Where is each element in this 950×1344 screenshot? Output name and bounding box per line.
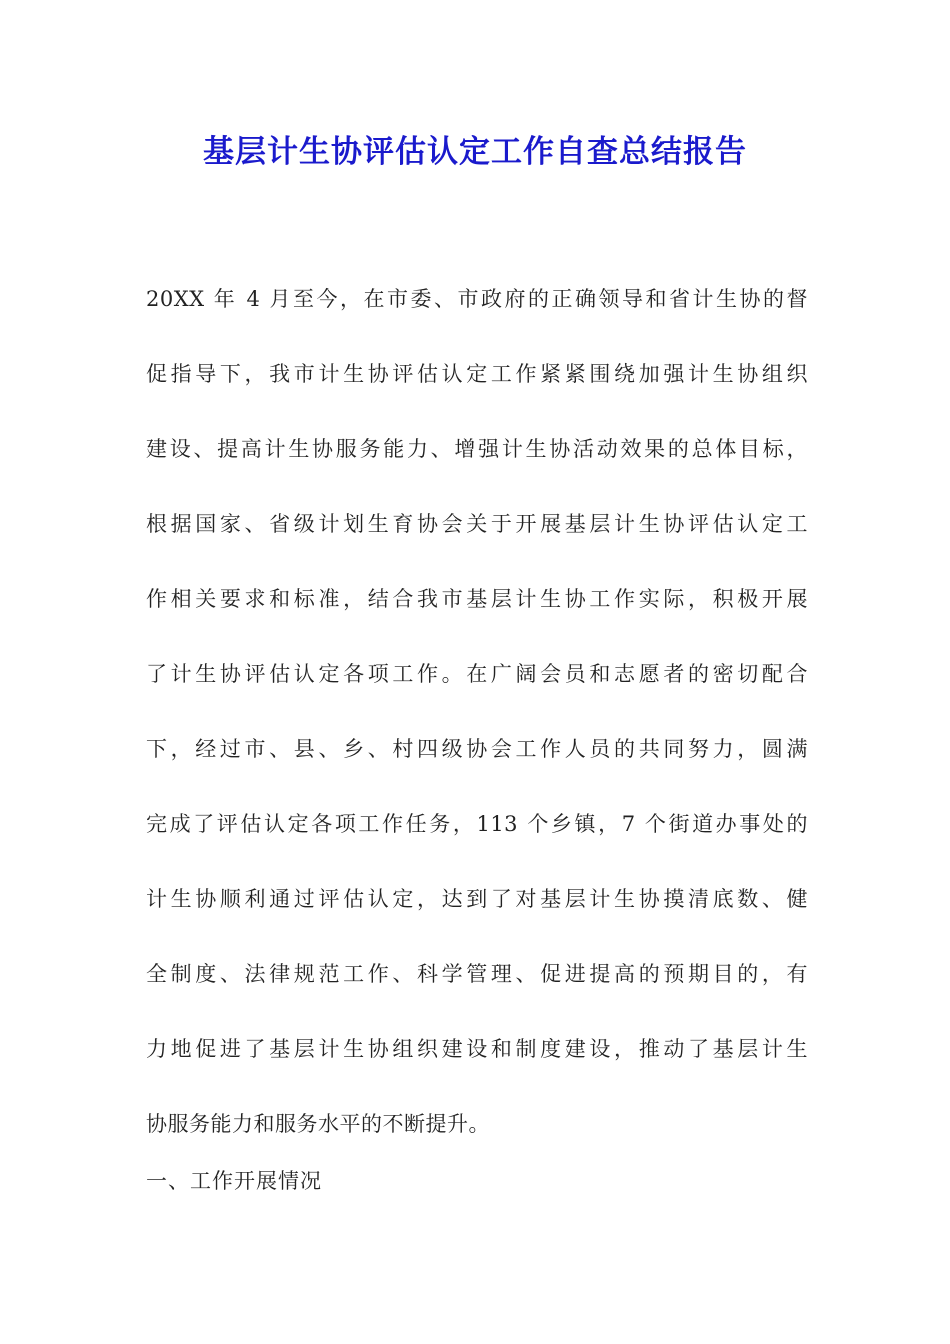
paragraph-line: 作相关要求和标准，结合我市基层计生协工作实际，积极开展 xyxy=(146,587,808,611)
paragraph-line: 建设、提高计生协服务能力、增强计生协活动效果的总体目标， xyxy=(146,437,808,461)
paragraph-line: 促指导下，我市计生协评估认定工作紧紧围绕加强计生协组织 xyxy=(146,362,808,386)
document-title: 基层计生协评估认定工作自查总结报告 xyxy=(203,134,747,170)
paragraph-line: 协服务能力和服务水平的不断提升。 xyxy=(146,1112,490,1136)
paragraph-line: 根据国家、省级计划生育协会关于开展基层计生协评估认定工 xyxy=(146,512,808,536)
paragraph-line: 计生协顺利通过评估认定，达到了对基层计生协摸清底数、健 xyxy=(146,887,808,911)
body-paragraph xyxy=(146,262,808,1162)
paragraph-line: 完成了评估认定各项工作任务，113 个乡镇，7 个街道办事处的 xyxy=(146,812,808,836)
paragraph-line: 了计生协评估认定各项工作。在广阔会员和志愿者的密切配合 xyxy=(146,662,808,686)
paragraph-line: 力地促进了基层计生协组织建设和制度建设，推动了基层计生 xyxy=(146,1037,808,1061)
paragraph-line: 下，经过市、县、乡、村四级协会工作人员的共同努力，圆满 xyxy=(146,737,808,761)
paragraph-line: 20XX 年 4 月至今，在市委、市政府的正确领导和省计生协的督 xyxy=(146,287,808,311)
section-heading: 一、工作开展情况 xyxy=(146,1169,322,1193)
paragraph-line: 全制度、法律规范工作、科学管理、促进提高的预期目的，有 xyxy=(146,962,808,986)
